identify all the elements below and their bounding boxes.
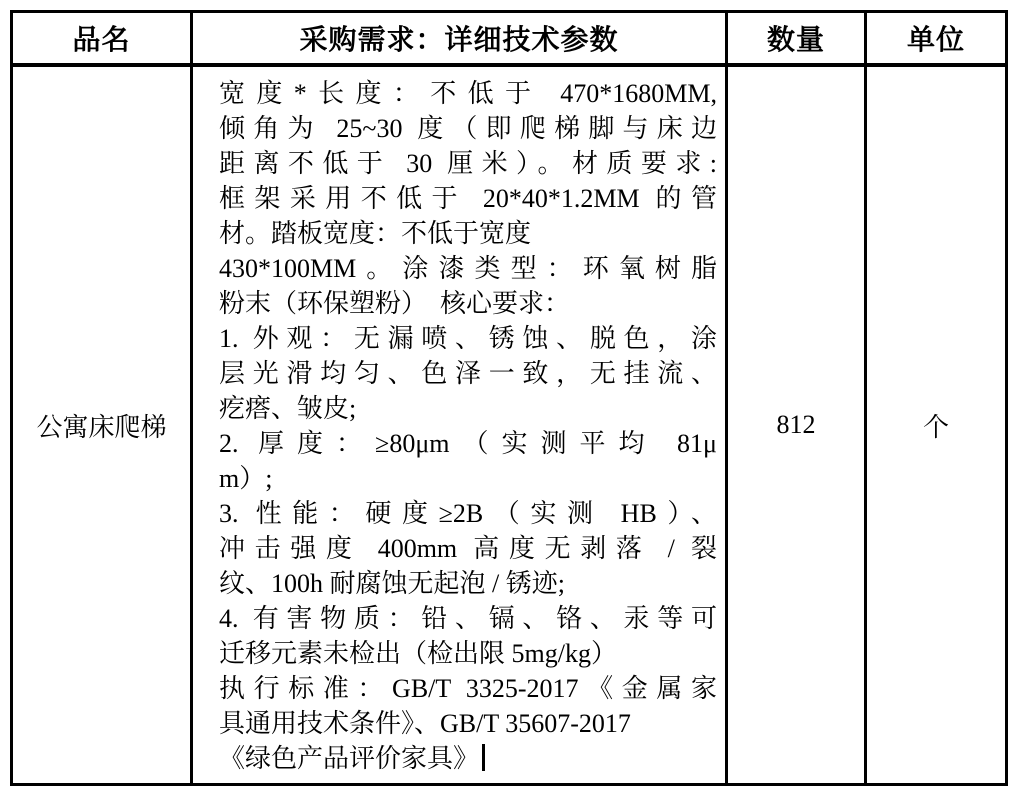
column-header-spec <box>193 13 728 67</box>
spec-line: 迁移元素未检出（检出限 5mg/kg） <box>219 639 617 668</box>
spec-line-last-text: 《绿色产品评价家具》 <box>219 744 480 773</box>
column-header-quantity <box>728 13 867 67</box>
column-header-product-name <box>13 13 193 67</box>
unit-cell[interactable] <box>867 67 1005 783</box>
spec-line: 执行标准：GB/T 3325-2017《金属家 <box>219 674 717 703</box>
spec-line: 冲击强度 400mm 高度无剥落 / 裂 <box>219 534 717 563</box>
column-header-spec-label: 采购需求：详细技术参数 <box>299 24 619 55</box>
spec-line: 具通用技术条件》、GB/T 35607-2017 <box>219 709 631 738</box>
quantity-cell[interactable] <box>728 67 867 783</box>
product-name-value: 公寓床爬梯 <box>36 412 167 442</box>
text-cursor <box>482 744 485 771</box>
spec-cell[interactable] <box>193 67 728 783</box>
spec-line: 距离不低于 30 厘米）。材质要求: <box>219 149 717 178</box>
spec-line: 疙瘩、皱皮; <box>219 394 357 423</box>
spec-line: 3. 性能：硬度≥2B（实测 HB）、 <box>219 499 717 528</box>
spec-line: 1. 外观：无漏喷、锈蚀、脱色，涂 <box>219 324 717 353</box>
procurement-table <box>10 10 1008 786</box>
product-name-cell[interactable] <box>13 67 193 783</box>
spec-line: 层光滑均匀、色泽一致，无挂流、 <box>219 359 717 388</box>
spec-line: 4. 有害物质：铅、镉、铬、汞等可 <box>219 604 717 633</box>
spec-line: 430*100MM。涂漆类型：环氧树脂 <box>219 254 717 283</box>
spec-line: 材。踏板宽度：不低于宽度 <box>219 219 532 248</box>
spec-line: 宽度*长度：不低于 470*1680MM, <box>219 79 717 108</box>
spec-line-last <box>219 741 717 776</box>
spec-line: 框架采用不低于 20*40*1.2MM 的管 <box>219 184 717 213</box>
column-header-unit <box>867 13 1005 67</box>
column-header-product-name-label: 品名 <box>72 24 131 55</box>
spec-line: 2. 厚度：≥80μm（实测平均 81μ <box>219 429 717 458</box>
unit-value: 个 <box>922 412 949 442</box>
column-header-quantity-label: 数量 <box>766 24 825 55</box>
spec-line: 纹、100h 耐腐蚀无起泡 / 锈迹; <box>219 569 565 598</box>
spec-line: m）; <box>219 464 273 493</box>
spec-line: 倾角为 25~30 度（即爬梯脚与床边 <box>219 114 717 143</box>
spec-line: 粉末（环保塑粉） 核心要求： <box>219 289 571 318</box>
column-header-unit-label: 单位 <box>906 24 965 55</box>
quantity-value: 812 <box>776 410 816 439</box>
